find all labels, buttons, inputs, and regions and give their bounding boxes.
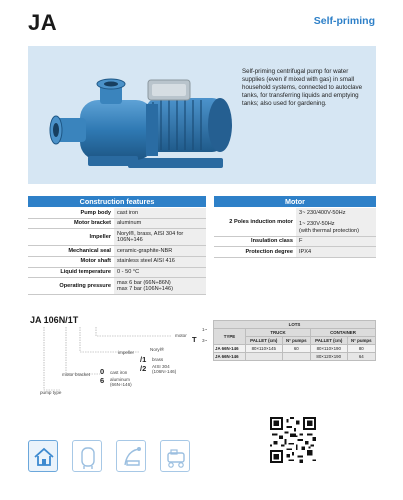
lots-cell-truck-pumps <box>282 353 310 361</box>
qr-code[interactable] <box>270 417 316 463</box>
motor-induction-value-3: (with thermal protection) <box>299 227 359 234</box>
motor-opt-2-text: 3~ <box>202 338 208 343</box>
motor-code-label: motor <box>175 333 187 338</box>
house-icon[interactable] <box>28 440 58 472</box>
construction-row-value: ceramic-graphite-NBR <box>114 246 206 257</box>
motor-induction-value <box>296 208 376 236</box>
bracket-opt-2-code: 6 <box>100 376 105 385</box>
garden-icon[interactable] <box>116 440 146 472</box>
motor-header: Motor <box>214 196 376 207</box>
construction-row-label: Operating pressure <box>28 278 114 295</box>
lots-cell-truck-pallet <box>246 353 283 361</box>
product-description: Self-priming centrifugal pump for water supplies (even if mixed with gas) in small household systems, connected to autoclave tanks, for transferring liquids and emptying tanks; also used for gardening. <box>242 68 363 107</box>
impeller-opt-3-code: /2 <box>140 364 147 373</box>
lots-cell-container-pallet: 80×120×190 <box>310 353 347 361</box>
bracket-opt-1-code: 0 <box>100 367 105 376</box>
construction-row-value: aluminum <box>114 218 206 229</box>
motor-row-label: Protection degree <box>214 247 296 258</box>
lots-title: LOTS <box>214 321 376 329</box>
construction-row-value: cast iron <box>114 208 206 218</box>
construction-row-label: Motor shaft <box>28 256 114 267</box>
construction-row-value: max 6 bar (66N÷86N) max 7 bar (106N÷146) <box>114 278 206 295</box>
construction-row-value: Noryl®, brass, AISI 304 for 106N÷146 <box>114 229 206 246</box>
lots-cell-container-pallet: 80×110×190 <box>310 345 347 353</box>
bracket-opt-1-text: cast iron <box>110 370 128 375</box>
motor-induction-value-1: 3~ 230/400V-50Hz <box>299 209 346 216</box>
motor-row <box>214 236 376 247</box>
lots-truck-pallet-header: PALLET (cm) <box>246 337 283 345</box>
impeller-opt-2-text: brass <box>152 357 164 362</box>
motor-opt-1-text: 1~ <box>202 327 208 332</box>
bracket-opt-2-text: aluminum <box>110 377 130 382</box>
lots-container-pallet-header: PALLET (cm) <box>310 337 347 345</box>
motor-induction-label: 2 Poles induction motor <box>214 208 296 236</box>
bracket-code-label: motor bracket <box>62 372 91 377</box>
cart-icon[interactable] <box>160 440 190 472</box>
impeller-opt-1-text: Noryl® <box>150 347 165 352</box>
construction-row-label: Pump body <box>28 208 114 218</box>
table-row <box>214 353 376 361</box>
motor-row-label: Insulation class <box>214 236 296 247</box>
lots-truck-npumps-header: N° pumps <box>282 337 310 345</box>
construction-row-value: stainless steel AISI 416 <box>114 256 206 267</box>
motor-row-value: F <box>296 236 376 247</box>
lots-truck-header: TRUCK <box>246 329 311 337</box>
lots-cell-truck-pallet: 80×110×145 <box>246 345 283 353</box>
impeller-opt-3-note: (106N÷146) <box>152 369 177 374</box>
lots-container-npumps-header: N° pumps <box>347 337 375 345</box>
lots-cell-container-pumps: 64 <box>347 353 375 361</box>
impeller-opt-3-text: AISI 304 <box>152 364 170 369</box>
code-connector-lines <box>0 0 210 420</box>
motor-opt-2-code: T <box>192 335 197 344</box>
lots-cell-container-pumps: 80 <box>347 345 375 353</box>
category-label: Self-priming <box>313 15 375 27</box>
impeller-code-label: impeller <box>118 350 135 355</box>
tank-icon[interactable] <box>72 440 102 472</box>
lots-type-header: TYPE <box>214 329 246 345</box>
motor-row-induction <box>214 208 376 236</box>
motor-induction-value-2: 1~ 230V-50Hz <box>299 221 335 228</box>
bracket-opt-2-note: (66N÷146) <box>110 382 132 387</box>
construction-row-label: Motor bracket <box>28 218 114 229</box>
model-code: JA 106N/1T <box>30 315 79 325</box>
lots-container-header: CONTAINER <box>310 329 375 337</box>
pumptype-code-label: pump type <box>40 390 62 395</box>
motor-table <box>214 208 376 258</box>
motor-row-value: IPX4 <box>296 247 376 258</box>
lots-cell-truck-pumps: 60 <box>282 345 310 353</box>
motor-row <box>214 247 376 258</box>
table-row <box>214 345 376 353</box>
construction-row-label: Impeller <box>28 229 114 246</box>
construction-header: Construction features <box>28 196 206 207</box>
lots-table <box>213 320 376 361</box>
construction-row-label: Liquid temperature <box>28 267 114 278</box>
model-title: JA <box>28 10 58 35</box>
lots-cell-type: JA 66N-146 <box>214 345 246 353</box>
construction-row-label: Mechanical seal <box>28 246 114 257</box>
impeller-opt-2-code: /1 <box>140 355 147 364</box>
construction-row-value: 0 - 50 °C <box>114 267 206 278</box>
lots-cell-type: JA 66N-146 <box>214 353 246 361</box>
